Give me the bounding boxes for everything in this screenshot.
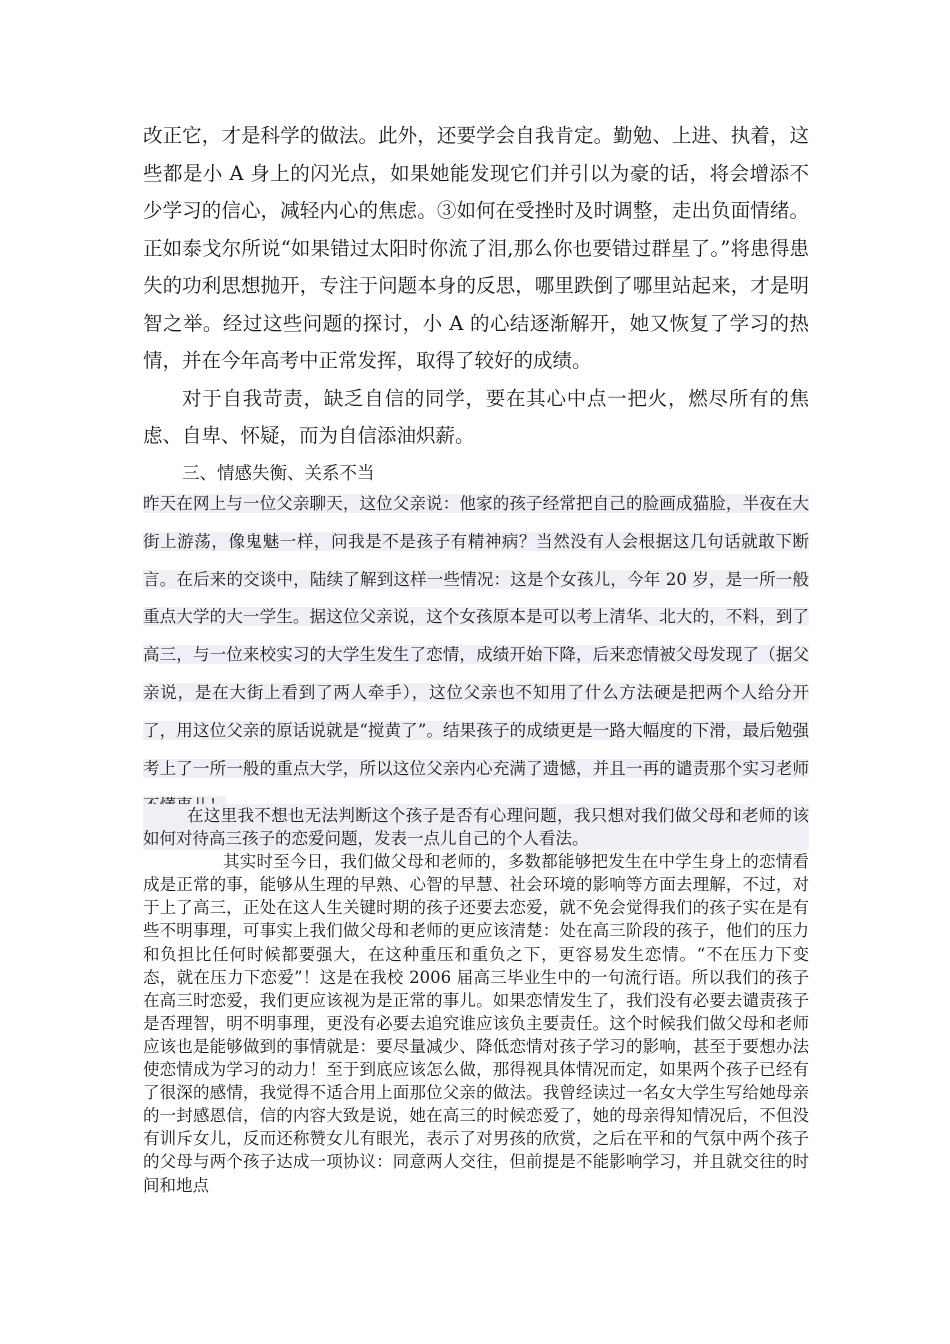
section-a bbox=[143, 117, 809, 491]
highlighted-text: 昨天在网上与一位父亲聊天，这位父亲说：他家的孩子经常把自己的脸画成猫脸，半夜在大街上游荡，像鬼魅一样，问我是不是孩子有精神病？当然没有人会根据这几句话就敢下断言。在后来的交谈中，陆续了解到这样一些情况：这是个女孩儿，今年 20 岁，是一所一般重点大学的大一学生。据这位父亲说，这个女孩原本是可以考上清华、北大的，不料，到了高三，与一位来校实习的大学生发生了恋情，成绩开始下降，后来恋情被父母发现了（据父亲说，是在大街上看到了两人牵手），这位父亲也不知用了什么方法硬是把两个人给分开了，用这位父亲的原话说就是“搅黄了”。结果孩子的成绩更是一路大幅度的下滑，最后勉强考上了一所一般的重点大学，所以这位父亲内心充满了遗憾，并且一再的谴责那个实习老师 bbox=[143, 494, 809, 815]
paragraph-father-story bbox=[143, 485, 809, 825]
paragraph-self-confidence: 对于自我苛责，缺乏自信的同学，要在其心中点一把火，燃尽所有的焦虑、自卑、怀疑，而为自信添油炽薪。 bbox=[143, 386, 809, 447]
section-c bbox=[143, 804, 809, 1197]
paragraph-opinion-body: 其实时至今日，我们做父母和老师的，多数都能够把发生在中学生身上的恋情看成是正常的事，能够从生理的早熟、心智的早慧、社会环境的影响等方面去理解，不过，对于上了高三，正处在这人生关键时期的孩子还要去恋爱，就不免会觉得我们的孩子实在是有些不明事理，可事实上我们做父母和老师的更应该清楚：处在高三阶段的孩子，他们的压力和负担比任何时候都要强大，在这种重压和重负之下，更容易发生恋情。“不在压力下变态，就在压力下恋爱”！这是在我校 2006 届高三毕业生中的一句流行语。所以我们的孩子在高三时恋爱，我们更应该视为是正常的事儿。如果恋情发生了，我们没有必要去谴责孩子是否理智，明不明事理，更没有必要去追究谁应该负主要责任。这个时候我们做父母和老师应该也是能够做到的事情就是：要尽量减少、降低恋情对孩子学习的影响，甚至于要想办法使恋情成为学习的动力！至于到底应该怎么做，那得视具体情况而定，如果两个孩子已经有了很深的感情，我觉得不适合用上面那位父亲的做法。我曾经读过一名女大学生写给她母亲的一封感恩信，信的内容大致是说，她在高三的时候恋爱了，她的母亲得知情况后，不但没有训斥女儿，反而还称赞女儿有眼光，表示了对男孩的欣赏，之后在平和的气氛中两个孩子的父母与两个孩子达成一项协议：同意两人交往，但前提是不能影响学习，并且就交往的时间和地点 bbox=[143, 852, 809, 1195]
paragraph-continued: 改正它，才是科学的做法。此外，还要学会自我肯定。勤勉、上进、执着，这些都是小 A 身上的闪光点，如果她能发现它们并引以为豪的话，将会增添不少学习的信心，减轻内心的焦虑。③如何在受挫时及时调整，走出负面情绪。正如泰戈尔所说“如果错过太阳时你流了泪,那么你也要错过群星了。”将患得患失的功利思想抛开，专注于问题本身的反思，哪里跌倒了哪里站起来，才是明智之举。经过这些问题的探讨，小 A 的心结逐渐解开，她又恢复了学习的热情，并在今年高考中正常发挥，取得了较好的成绩。 bbox=[143, 124, 809, 372]
section-heading: 三、情感失衡、关系不当 bbox=[182, 463, 375, 484]
section-b bbox=[143, 485, 809, 825]
paragraph-opinion-intro: 在这里我不想也无法判断这个孩子是否有心理问题，我只想对我们做父母和老师的该如何对待高三孩子的恋爱问题，发表一点儿自己的个人看法。 bbox=[143, 804, 809, 850]
